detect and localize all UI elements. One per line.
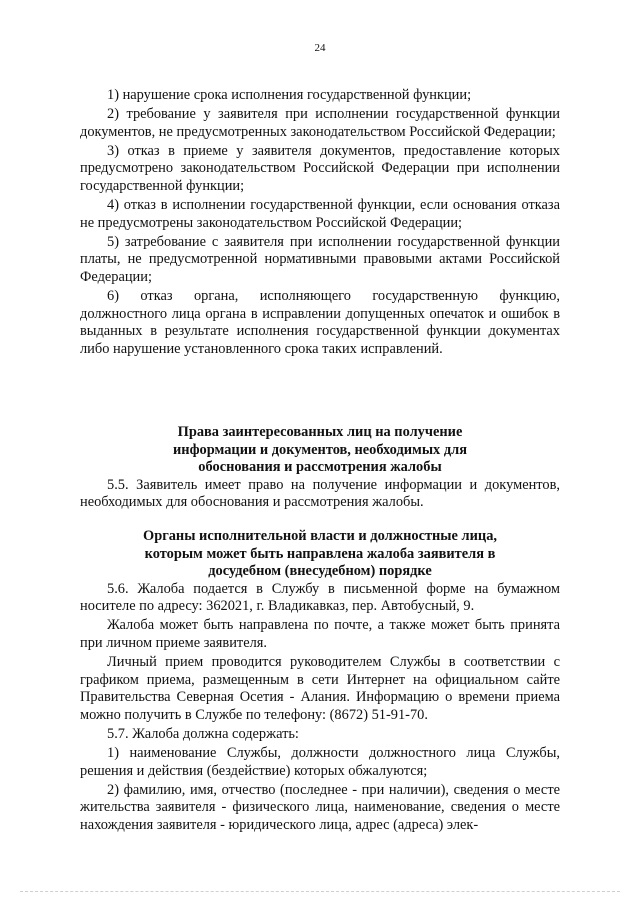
section-heading-line: Права заинтересованных лиц на получение [177,424,463,440]
paragraph: 1) наименование Службы, должности должностного лица Службы, решения и действия (бездействие) которых обжалуются; [80,745,560,779]
paragraph: 5.6. Жалоба подается в Службу в письменной форме на бумажном носителе по адресу: 362021, г. Владикавказ, пер. Автобусный, 9. [80,580,560,615]
list-item: 3) отказ в приеме у заявителя документов, предоставление которых предусмотрено законодательством Российской Федерации при исполнении государственной функции; [80,142,560,194]
section-heading-line: обоснования и рассмотрения жалобы [198,459,442,476]
scan-artifact-line [20,891,620,892]
list-item: 2) требование у заявителя при исполнении государственной функции документов, не предусмотренных законодательством Российской Федерации; [80,106,560,140]
section-heading-line: Органы исполнительной власти и должностные лица, [143,528,497,544]
paragraph: Жалоба может быть направлена по почте, а также может быть принята при личном приеме заявителя. [80,617,560,652]
section-heading-line: досудебном (внесудебном) порядке [208,563,432,580]
paragraph: 2) фамилию, имя, отчество (последнее - при наличии), сведения о месте жительства заявителя - физического лица, наименование, сведения о месте нахождения заявителя - юридического лица, адрес (адреса) элек- [80,781,560,833]
list-item: 1) нарушение срока исполнения государственной функции; [107,87,472,103]
paragraph: Личный прием проводится руководителем Службы в соответствии с графиком приема, размещенным в сети Интернет на официальном сайте Правительства Северная Осетия - Алания. Информацию о времени приема можно получить в Службе по телефону: (8672) 51-91-70. [80,654,560,723]
section-rights [80,424,560,512]
section-heading-line: которым может быть направлена жалоба заявителя в [144,545,496,562]
section-bodies [80,528,560,835]
list-item: 4) отказ в исполнении государственной функции, если основания отказа не предусмотрены законодательством Российской Федерации; [80,197,560,231]
page-number: 24 [314,42,326,54]
section-heading-line: информации и документов, необходимых для [172,441,467,458]
paragraph: 5.7. Жалоба должна содержать: [107,726,299,743]
list-item: 5) затребование с заявителя при исполнении государственной функции платы, не предусмотренной нормативными правовыми актами Российской Федерации; [80,233,560,285]
violations-list [80,87,560,358]
list-item: 6) отказ органа, исполняющего государственную функцию, должностного лица органа в исправлении допущенных опечаток и ошибок в выданных в результате исполнения государственной функции документах либо нарушение установленного срока таких исправлений. [80,288,560,357]
paragraph-5-5: 5.5. Заявитель имеет право на получение информации и документов, необходимых для обоснования и рассмотрения жалобы. [80,476,560,511]
